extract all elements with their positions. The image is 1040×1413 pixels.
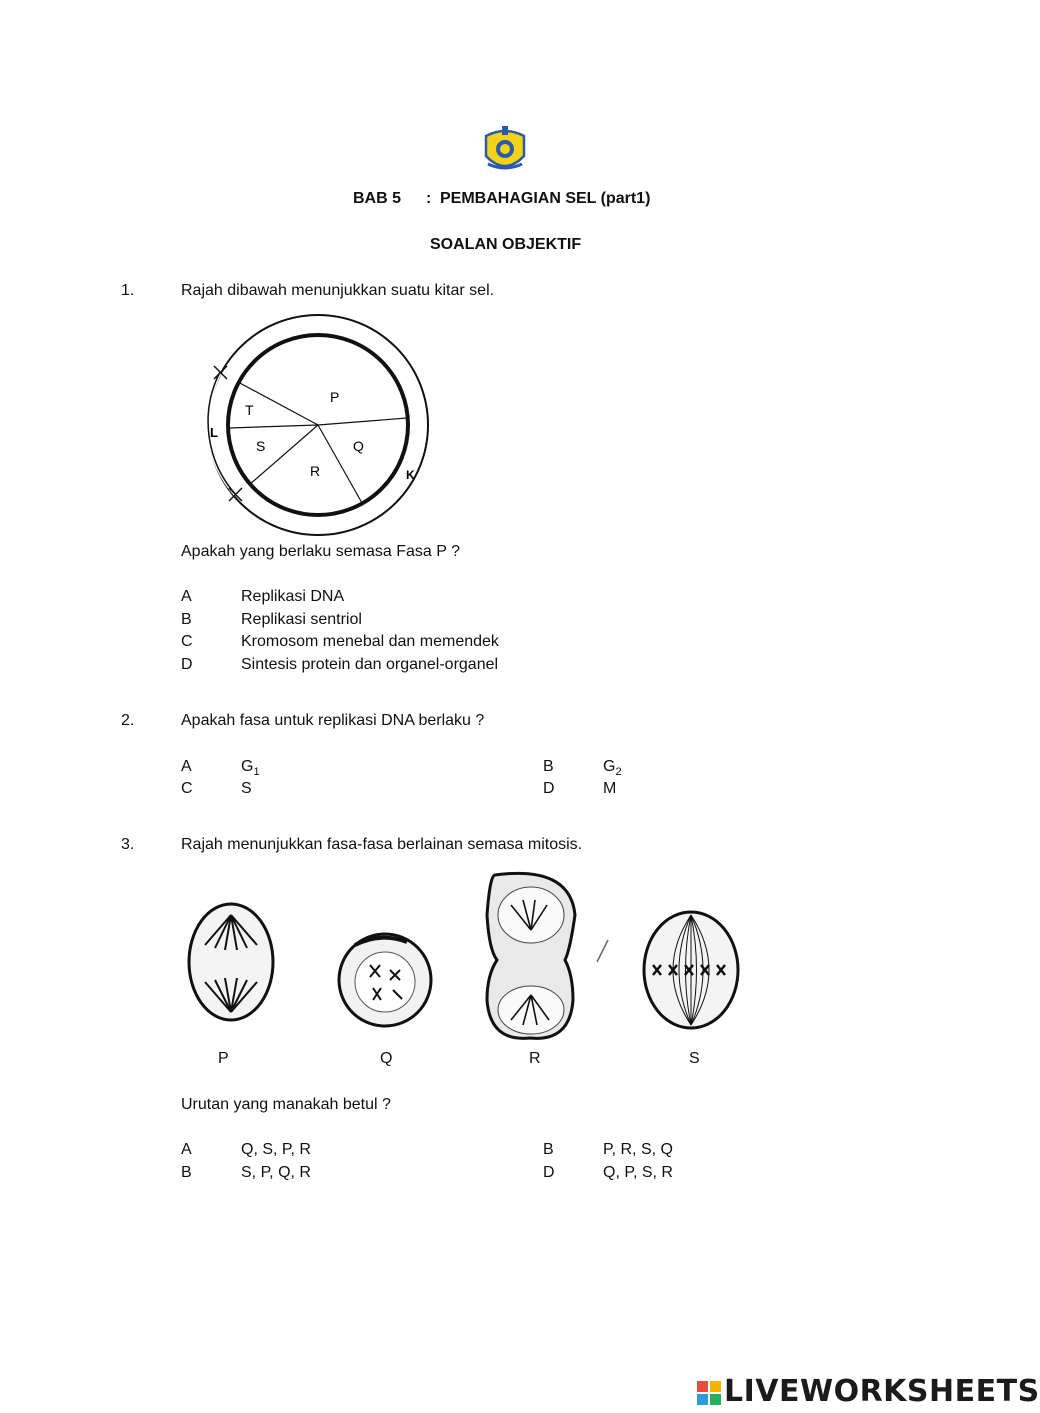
label-t: T bbox=[245, 402, 254, 418]
chapter-title: PEMBAHAGIAN SEL (part1) bbox=[440, 190, 651, 207]
q1-option-a-letter: A bbox=[181, 588, 192, 605]
q1-option-c-text: Kromosom menebal dan memendek bbox=[241, 633, 499, 650]
q3-option-4-letter: D bbox=[543, 1164, 555, 1181]
q3-option-2-letter: B bbox=[543, 1141, 554, 1158]
cell-label-p: P bbox=[218, 1050, 229, 1067]
liveworksheets-icon bbox=[697, 1381, 721, 1405]
q1-option-b-text: Replikasi sentriol bbox=[241, 611, 362, 628]
label-p: P bbox=[330, 389, 340, 405]
q3-option-3-text: S, P, Q, R bbox=[241, 1164, 311, 1181]
q2-option-d-text: M bbox=[603, 780, 617, 797]
q3-option-4-text: Q, P, S, R bbox=[603, 1164, 673, 1181]
q3-question: Urutan yang manakah betul ? bbox=[181, 1096, 391, 1113]
q3-option-3-letter: B bbox=[181, 1164, 192, 1181]
cell-s-metaphase bbox=[644, 912, 738, 1028]
q2-option-c-letter: C bbox=[181, 780, 193, 797]
q2-text: Apakah fasa untuk replikasi DNA berlaku ? bbox=[181, 712, 485, 729]
label-l: L bbox=[210, 425, 218, 440]
mitosis-phases-diagram bbox=[175, 870, 755, 1045]
cell-cycle-diagram bbox=[190, 310, 440, 535]
label-r: R bbox=[310, 463, 321, 479]
q3-option-1-text: Q, S, P, R bbox=[241, 1141, 311, 1158]
q3-number: 3. bbox=[121, 836, 135, 853]
q1-option-d-text: Sintesis protein dan organel-organel bbox=[241, 656, 499, 673]
q2-number: 2. bbox=[121, 712, 135, 729]
q3-option-1-letter: A bbox=[181, 1141, 192, 1158]
cell-r-telophase bbox=[487, 873, 608, 1038]
cell-q-prophase bbox=[339, 934, 431, 1026]
cell-p-anaphase bbox=[189, 904, 273, 1020]
q1-option-b-letter: B bbox=[181, 611, 192, 628]
q2-option-c-text: S bbox=[241, 780, 252, 797]
q2-option-b-letter: B bbox=[543, 758, 554, 775]
q1-option-d-letter: D bbox=[181, 656, 193, 673]
cell-label-s: S bbox=[689, 1050, 700, 1067]
q3-text: Rajah menunjukkan fasa-fasa berlainan semasa mitosis. bbox=[181, 836, 583, 853]
liveworksheets-brand[interactable]: LIVEWORKSHEETS bbox=[724, 1374, 1040, 1409]
q2-option-d-letter: D bbox=[543, 780, 555, 797]
chapter-number: BAB 5 bbox=[353, 190, 402, 207]
section-title: SOALAN OBJEKTIF bbox=[430, 236, 582, 253]
label-q: Q bbox=[353, 438, 364, 454]
title-separator: : bbox=[426, 190, 432, 207]
q1-question: Apakah yang berlaku semasa Fasa P ? bbox=[181, 543, 460, 560]
cell-label-r: R bbox=[529, 1050, 541, 1067]
q2-option-a-letter: A bbox=[181, 758, 192, 775]
cell-label-q: Q bbox=[380, 1050, 393, 1067]
q3-option-2-text: P, R, S, Q bbox=[603, 1141, 673, 1158]
school-crest-logo bbox=[480, 122, 530, 178]
label-k: K bbox=[406, 468, 415, 482]
q2-option-a-text: $G_1$ bbox=[241, 758, 260, 779]
q1-option-a-text: Replikasi DNA bbox=[241, 588, 345, 605]
label-s: S bbox=[256, 438, 266, 454]
q1-number: 1. bbox=[121, 282, 135, 299]
q1-text: Rajah dibawah menunjukkan suatu kitar sel. bbox=[181, 282, 495, 299]
q1-option-c-letter: C bbox=[181, 633, 193, 650]
q2-option-b-text: $G_2$ bbox=[603, 758, 622, 779]
